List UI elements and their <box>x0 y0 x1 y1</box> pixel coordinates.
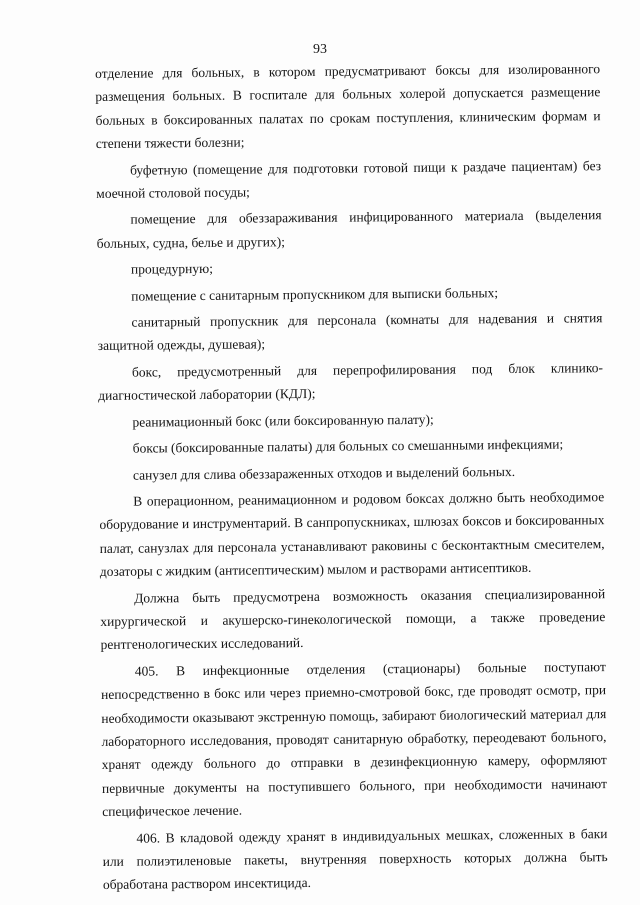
clause-406: 406. В кладовой одежду хранят в индивидуальных мешках, сложенных в баки или полиэтиленовые пакеты, внутренняя поверхность которых должна быть обработана раствором инсектицида. <box>102 825 608 893</box>
list-item: санузел для слива обеззараженных отходов и выделений больных. <box>132 463 516 483</box>
list-item: буфетную (помещение для подготовки готовой пищи к раздаче пациентам) без моечной столовой посуды; <box>96 157 602 202</box>
paragraph: В операционном, реанимационном и родовом боксах должно быть необходимое оборудование и инструментарий. В санпропускниках, шлюзах боксов и боксированных палат, санузлах для персонала устанавливают раковины с бесконтактным смесителем, дозаторы с жидким (антисептическим) мылом и растворами антисептиков. <box>99 489 605 580</box>
list-item: санитарный пропускник для персонала (комнаты для надевания и снятия защитной одежды, душевая); <box>97 310 603 354</box>
page-number: 93 <box>313 42 327 57</box>
list-item: помещение с санитарным пропускником для выписки больных; <box>131 284 499 304</box>
clause-405: 405. В инфекционные отделения (стационары) больные поступают непосредственно в бокс или через приемно-смотровой бокс, где проводят осмотр, при необходимости оказывают экстренную помощь, забирают биологический материал для лабораторного исследования, проводят санитарную обработку, переодевают больного, хранят одежду больного до отправки в дезинфекционную камеру, оформляют первичные документы на поступившего больного, при необходимости начинают специфическое лечение. <box>101 658 608 820</box>
list-item: процедурную; <box>130 261 214 277</box>
list-item: бокс, предусмотренный для перепрофилирования под блок клинико-диагностической лаборатории (КДЛ); <box>98 360 604 404</box>
list-item: помещение для обеззараживания инфицированного материала (выделения больных, судна, белье и других); <box>96 207 602 251</box>
list-item: боксы (боксированные палаты) для больных со смешанными инфекциями; <box>132 436 564 456</box>
list-item: реанимационный бокс (или боксированную палату); <box>132 411 434 430</box>
paragraph: Должна быть предусмотрена возможность оказания специализированной хирургической и акушерско-гинекологической помощи, а также проведение рентгенологических исследований. <box>100 585 606 653</box>
document-body <box>95 57 608 897</box>
paragraph: отделение для больных, в котором предусматривают боксы для изолированного размещения больных. В госпитале для больных холерой допускается размещение больных в боксированных палатах по срокам поступления, клиническим формам и степени тяжести болезни; <box>95 61 601 152</box>
